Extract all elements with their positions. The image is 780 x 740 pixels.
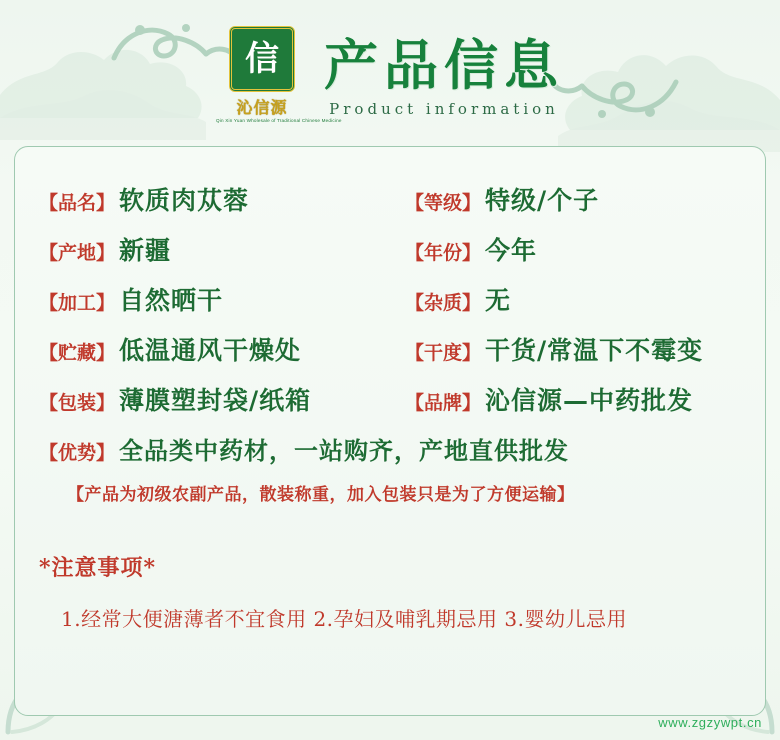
spec-value: 薄膜塑封袋/纸箱	[119, 386, 312, 415]
spec-item-grade	[405, 181, 745, 217]
spec-grid	[39, 181, 745, 505]
spec-label: 【等级】	[405, 192, 482, 214]
spec-item-advantage	[39, 431, 745, 466]
spec-value: 沁信源—中药批发	[485, 386, 694, 415]
spec-item-origin	[39, 231, 405, 267]
page-title: 产品信息	[324, 33, 564, 97]
attention-section	[39, 551, 745, 634]
spec-item-brand	[405, 381, 745, 417]
spec-item-storage	[39, 331, 405, 367]
spec-row	[39, 331, 745, 367]
spec-item-name	[39, 181, 405, 217]
spec-label: 【品牌】	[405, 392, 482, 414]
spec-item-impurity	[405, 281, 745, 317]
spec-item-dryness	[405, 331, 745, 367]
spec-value: 低温通风干燥处	[119, 336, 302, 365]
site-watermark: www.zgzywpt.cn	[658, 715, 762, 730]
brand-logo	[216, 26, 342, 130]
spec-row	[39, 181, 745, 217]
logo-tagline: Qin Xin Yuan Wholesale of Traditional Chinese Medicine	[216, 118, 342, 123]
spec-label: 【包装】	[39, 392, 116, 414]
spec-row	[39, 231, 745, 267]
spec-label: 【产地】	[39, 242, 116, 264]
poster-header	[0, 0, 780, 148]
spec-label: 【杂质】	[405, 292, 482, 314]
spec-row	[39, 281, 745, 317]
spec-value: 特级/个子	[485, 186, 600, 215]
spec-value: 新疆	[119, 236, 172, 265]
spec-row-advantage	[39, 431, 745, 466]
spec-row	[39, 381, 745, 417]
attention-title: *注意事项*	[39, 555, 157, 581]
spec-label: 【贮藏】	[39, 342, 116, 364]
spec-label: 【干度】	[405, 342, 482, 364]
title-block	[320, 33, 564, 118]
spec-item-processing	[39, 281, 405, 317]
spec-label: 【加工】	[39, 292, 116, 314]
spec-value: 干货/常温下不霉变	[485, 336, 704, 365]
spec-value: 无	[485, 286, 512, 315]
spec-item-year	[405, 231, 745, 267]
spec-label: 【优势】	[39, 442, 116, 464]
logo-brand-name: 沁信源	[236, 98, 288, 117]
page-title-en: Product information	[329, 100, 559, 118]
packaging-note: 【产品为初级农副产品，散装称重，加入包装只是为了方便运输】	[67, 485, 575, 505]
spec-item-packaging	[39, 381, 405, 417]
spec-value: 自然晒干	[119, 286, 224, 315]
logo-mark: 信	[245, 39, 279, 79]
spec-label: 【品名】	[39, 192, 116, 214]
attention-body: 1.经常大便溏薄者不宜食用 2.孕妇及哺乳期忌用 3.婴幼儿忌用	[61, 607, 627, 631]
logo-badge	[229, 26, 295, 92]
spec-value: 今年	[485, 236, 538, 265]
info-card	[14, 146, 766, 716]
spec-value: 软质肉苁蓉	[119, 186, 250, 215]
spec-value: 全品类中药材，一站购齐，产地直供批发	[119, 436, 570, 465]
spec-label: 【年份】	[405, 242, 482, 264]
